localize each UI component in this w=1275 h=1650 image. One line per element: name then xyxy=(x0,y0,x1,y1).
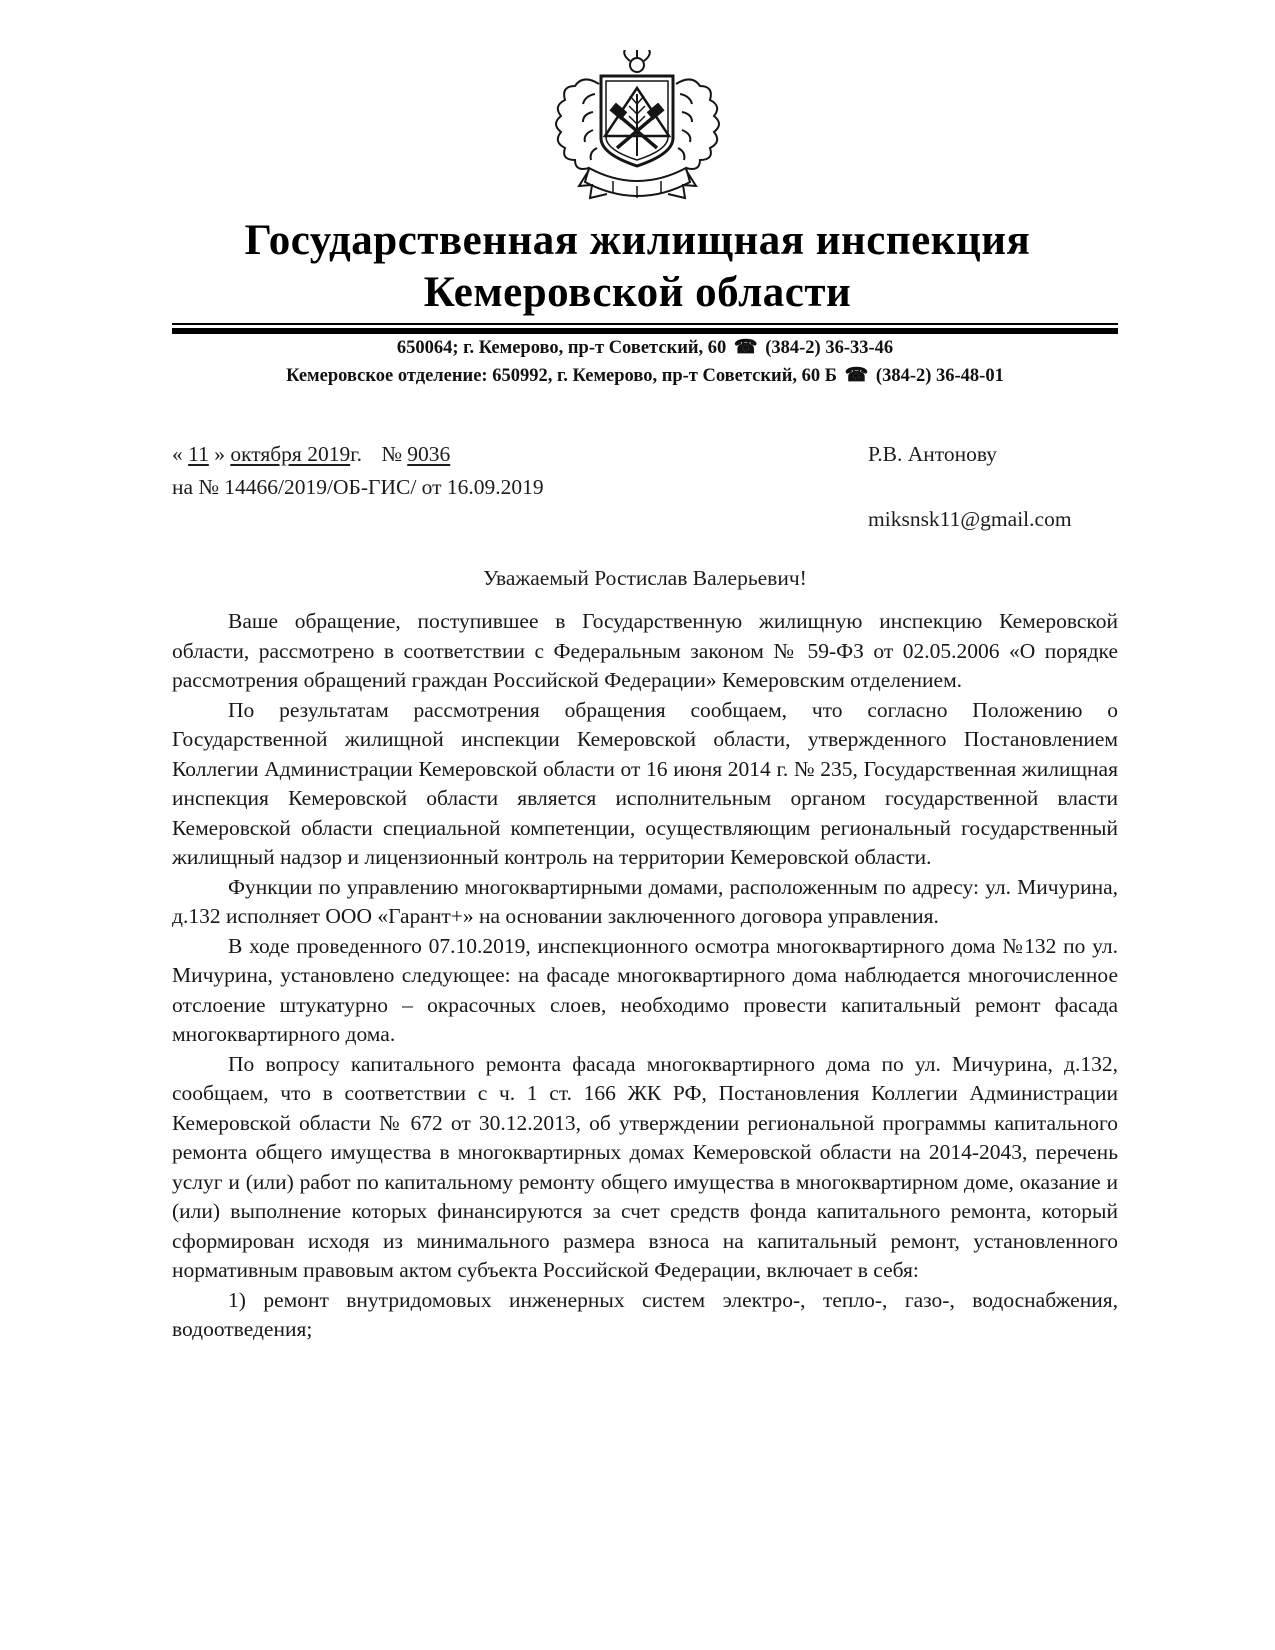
quote-open: « xyxy=(172,441,183,466)
outgoing-number: 9036 xyxy=(407,441,451,466)
org-address-main xyxy=(172,334,1118,362)
year-suffix: г. xyxy=(350,441,362,466)
org-name-line1: Государственная жилищная инспекция xyxy=(244,217,1031,264)
body-paragraph: Ваше обращение, поступившее в Государственную жилищную инспекцию Кемеровской области, рассмотрено в соответствии с Федеральным законом № 59-ФЗ от 02.05.2006 «О порядке рассмотрения обращений граждан Российской Федерации» Кемеровским отделением. xyxy=(172,609,1118,693)
body-paragraph: По вопросу капитального ремонта фасада многоквартирного дома по ул. Мичурина, д.132, сообщаем, что в соответствии с ч. 1 ст. 166 ЖК РФ, Постановления Коллегии Администрации Кемеровской области № 672 от 30.12.2013, об утверждении региональной программы капитального ремонта общего имущества в многоквартирных домах Кемеровской области на 2014-2043, перечень услуг и (или) работ по капитальному ремонту общего имущества в многоквартирном доме, оказание и (или) выполнение которых финансируются за счет средств фонда капитального ремонта, который сформирован исходя из минимального размера взноса на капитальный ремонт, установленного нормативным правовым актом субъекта Российской Федерации, включает в себя: xyxy=(172,1051,1118,1283)
recipient-name: Р.В. Антонову xyxy=(868,441,998,466)
salutation: Уважаемый Ростислав Валерьевич! xyxy=(483,566,807,591)
body-paragraph: В ходе проведенного 07.10.2019, инспекционного осмотра многоквартирного дома №132 по ул. Мичурина, установлено следующее: на фасаде многоквартирного дома наблюдается многочисленное отслоение штукатурно – окрасочных слоев, необходимо провести капитальный ремонт фасада многоквартирного дома. xyxy=(172,933,1118,1047)
org-address-branch xyxy=(172,362,1118,390)
kemerovo-coat-of-arms-icon xyxy=(535,50,740,210)
address-main-text: 650064; г. Кемерово, пр-т Советский, 60 xyxy=(396,338,727,359)
reply-reference: на № 14466/2019/ОБ-ГИС/ от 16.09.2019 xyxy=(172,475,544,500)
address-branch-text: Кемеровское отделение: 650992, г. Кемерово, пр-т Советский, 60 Б xyxy=(286,366,837,386)
body-paragraph: По результатам рассмотрения обращения сообщаем, что согласно Положению о Государственной жилищной инспекции Кемеровской области, утвержденного Постановлением Коллегии Администрации Кемеровской области от 16 июня 2014 г. № 235, Государственная жилищная инспекция Кемеровской области является исполнительным органом государственной власти Кемеровской области специальной компетенции, осуществляющим региональный государственный жилищный надзор и лицензионный контроль на территории Кемеровской области. xyxy=(172,697,1118,870)
outgoing-month-year: октября 2019 xyxy=(230,441,351,466)
outgoing-day: 11 xyxy=(188,441,209,466)
phone-branch-number: (384-2) 36-48-01 xyxy=(875,366,1004,386)
letter-body xyxy=(172,607,1118,1345)
body-paragraph: Функции по управлению многоквартирными домами, расположенным по адресу: ул. Мичурина, д.132 исполняет ООО «Гарант+» на основании заключенного договора управления. xyxy=(172,874,1118,929)
org-name-line2: Кемеровской области xyxy=(423,268,852,316)
letterhead-emblem xyxy=(0,0,1275,215)
reference-block xyxy=(172,438,1118,537)
phone-icon: ☎ xyxy=(844,365,869,386)
body-paragraph: 1) ремонт внутридомовых инженерных систем электро-, тепло-, газо-, водоснабжения, водоотведения; xyxy=(172,1287,1118,1342)
phone-main-number: (384-2) 36-33-46 xyxy=(765,338,894,359)
letterhead-divider xyxy=(172,323,1118,334)
number-label: № xyxy=(381,441,402,466)
phone-icon: ☎ xyxy=(733,337,758,359)
outgoing-date-line xyxy=(172,438,544,471)
quote-close: » xyxy=(214,441,225,466)
recipient-email: miksnsk11@gmail.com xyxy=(868,507,1072,532)
